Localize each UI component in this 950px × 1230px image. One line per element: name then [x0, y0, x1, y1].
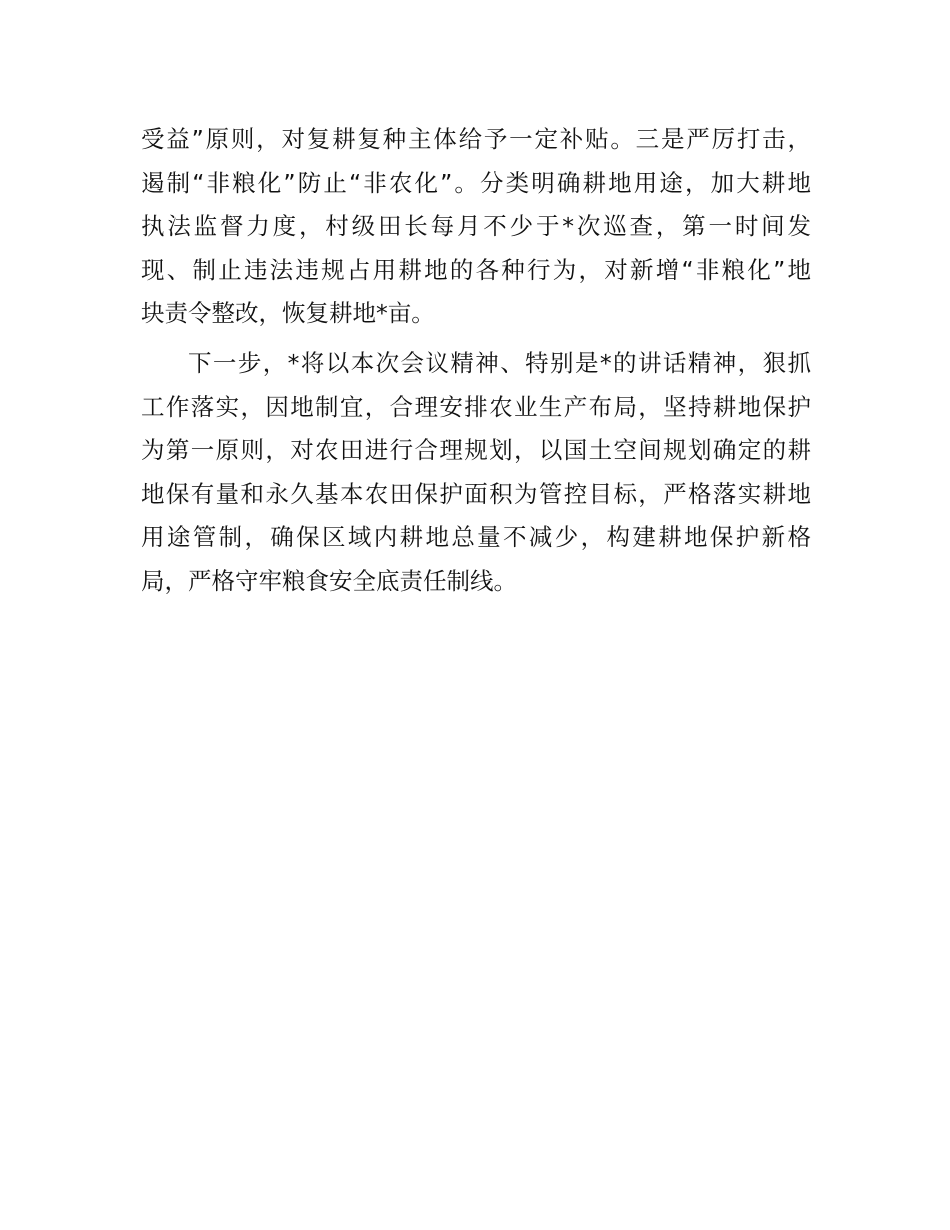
text-line: 受益”原则，对复耕复种主体给予一定补贴。三是严厉打击， [141, 125, 811, 153]
text-line: 用途管制，确保区域内耕地总量不减少，构建耕地保护新格 [141, 523, 811, 551]
text-line: 执法监督力度，村级田长每月不少于*次巡查，第一时间发 [141, 212, 811, 240]
text-line: 为第一原则，对农田进行合理规划，以国土空间规划确定的耕 [141, 436, 811, 464]
text-line: 工作落实，因地制宜，合理安排农业生产布局，坚持耕地保护 [141, 392, 811, 421]
text-line: 块责令整改，恢复耕地*亩。 [141, 299, 435, 327]
paragraph-1 [141, 118, 811, 336]
text-line: 局，严格守牢粮食安全底责任制线。 [141, 566, 517, 595]
text-line: 下一步，*将以本次会议精神、特别是*的讲话精神，狠抓 [188, 349, 811, 377]
text-line: 地保有量和永久基本农田保护面积为管控目标，严格落实耕地 [141, 479, 811, 508]
text-line: 现、制止违法违规占用耕地的各种行为，对新增“非粮化”地 [141, 255, 811, 284]
paragraph-2 [141, 342, 811, 603]
text-line: 遏制“非粮化”防止“非农化”。分类明确耕地用途，加大耕地 [141, 168, 811, 197]
